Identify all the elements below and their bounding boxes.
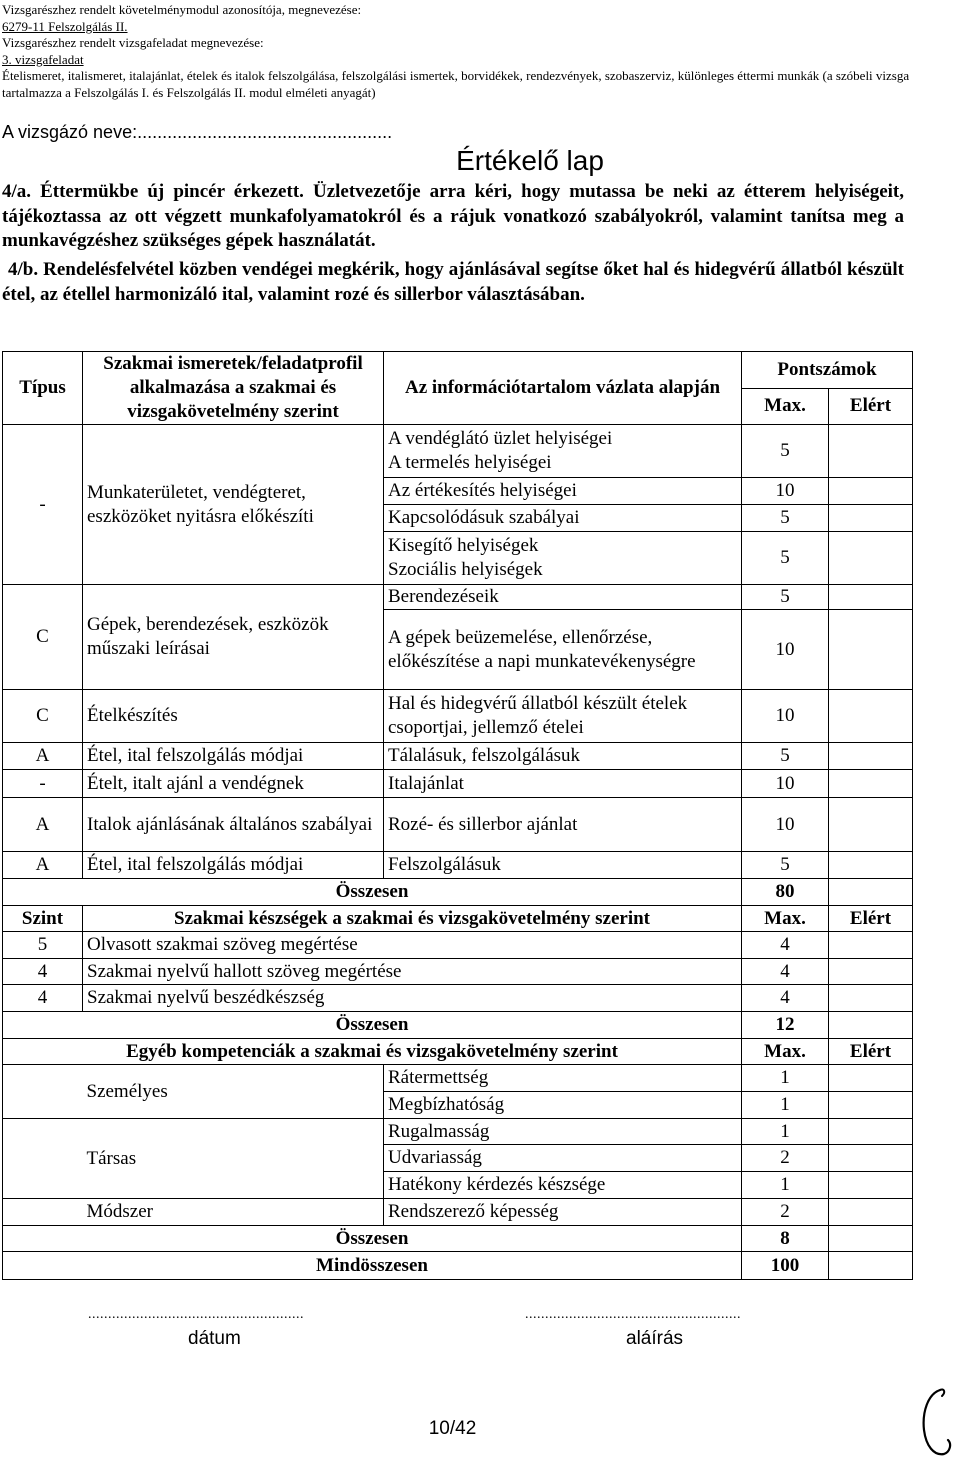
- achieved-cell[interactable]: [829, 610, 913, 690]
- header-max: Max.: [742, 388, 829, 425]
- table-row: [3, 425, 913, 478]
- header-profile: Szakmai ismeretek/feladatprofil alkalmazása a szakmai és vizsgakövetelmény szerint: [83, 352, 384, 425]
- level-cell: 4: [3, 985, 83, 1012]
- document-header: [2, 2, 952, 101]
- max-cell: 5: [742, 852, 829, 879]
- section-header-row: [3, 906, 913, 932]
- achieved-cell[interactable]: [829, 478, 913, 505]
- skill-cell: Olvasott szakmai szöveg megértése: [83, 932, 742, 959]
- profile-cell: Munkaterületet, vendégteret, eszközöket nyitásra előkészíti: [83, 425, 384, 585]
- total-achieved[interactable]: [829, 1226, 913, 1252]
- task-4a: 4/a. Éttermükbe új pincér érkezett. Üzletvezetője arra kéri, hogy mutassa be neki az étterem helyiségeit, tájékoztassa az ott végzett munkafolyamatokról és a rájuk vonatkozó szabályokról, valamint tanítsa meg a munkavégzéshez szükséges gépek használatát.: [2, 181, 904, 251]
- info-cell: Kisegítő helyiségek Szociális helyiségek: [384, 532, 742, 585]
- type-cell: -: [3, 770, 83, 798]
- max-cell: 5: [742, 585, 829, 610]
- info-cell: Az értékesítés helyiségei: [384, 478, 742, 505]
- competency-cell: Rátermettség: [384, 1065, 742, 1092]
- achieved-cell[interactable]: [829, 425, 913, 478]
- level-cell: 5: [3, 932, 83, 959]
- max-cell: 1: [742, 1119, 829, 1145]
- grand-total-row: [3, 1252, 913, 1280]
- total-max: 80: [742, 879, 829, 906]
- competency-group: Személyes: [83, 1065, 384, 1119]
- info-cell: Kapcsolódásuk szabályai: [384, 505, 742, 532]
- max-cell: 1: [742, 1172, 829, 1199]
- max-cell: 10: [742, 610, 829, 690]
- max-cell: 5: [742, 743, 829, 770]
- blank-cell: [3, 1119, 83, 1199]
- competency-cell: Megbízhatóság: [384, 1092, 742, 1119]
- achieved-cell[interactable]: [829, 959, 913, 985]
- task-number: 3. vizsgafeladat: [2, 51, 84, 67]
- max-cell: 10: [742, 770, 829, 798]
- achieved-cell[interactable]: [829, 770, 913, 798]
- competency-cell: Hatékony kérdezés készsége: [384, 1172, 742, 1199]
- max-cell: 2: [742, 1199, 829, 1226]
- evaluation-table: [2, 351, 913, 1280]
- max-cell: 1: [742, 1065, 829, 1092]
- achieved-cell[interactable]: [829, 985, 913, 1012]
- header-level: Szint: [3, 906, 83, 932]
- total-max: 12: [742, 1012, 829, 1039]
- table-row: [3, 743, 913, 770]
- achieved-cell[interactable]: [829, 1145, 913, 1172]
- total-row: [3, 1226, 913, 1252]
- achieved-cell[interactable]: [829, 532, 913, 585]
- table-row: [3, 798, 913, 852]
- table-row: [3, 1199, 913, 1226]
- type-cell: C: [3, 585, 83, 690]
- info-cell: Berendezéseik: [384, 585, 742, 610]
- competency-cell: Udvariasság: [384, 1145, 742, 1172]
- table-row: [3, 770, 913, 798]
- date-label: dátum: [188, 1328, 241, 1349]
- achieved-cell[interactable]: [829, 798, 913, 852]
- achieved-cell[interactable]: [829, 932, 913, 959]
- header-competencies: Egyéb kompetenciák a szakmai és vizsgakövetelmény szerint: [3, 1039, 742, 1065]
- info-cell: A gépek beüzemelése, ellenőrzése, előkészítése a napi munkatevékenységre: [384, 610, 742, 690]
- total-row: [3, 879, 913, 906]
- achieved-cell[interactable]: [829, 1092, 913, 1119]
- max-cell: 5: [742, 532, 829, 585]
- blank-cell: [3, 1199, 83, 1226]
- grand-total-achieved[interactable]: [829, 1252, 913, 1280]
- module-name: 6279-11 Felszolgálás II.: [2, 18, 128, 34]
- date-line: ......................................................: [88, 1307, 304, 1322]
- competency-cell: Rendszerező képesség: [384, 1199, 742, 1226]
- header-points: Pontszámok: [742, 352, 913, 389]
- info-cell: Rozé- és sillerbor ajánlat: [384, 798, 742, 852]
- type-cell: A: [3, 852, 83, 879]
- signature-line: ......................................................: [525, 1307, 741, 1322]
- competency-group: Módszer: [83, 1199, 384, 1226]
- skill-cell: Szakmai nyelvű beszédkészség: [83, 985, 742, 1012]
- max-cell: 4: [742, 985, 829, 1012]
- max-cell: 10: [742, 478, 829, 505]
- info-cell: A vendéglátó üzlet helyiségei A termelés helyiségei: [384, 425, 742, 478]
- profile-cell: Ételt, italt ajánl a vendégnek: [83, 770, 384, 798]
- achieved-cell[interactable]: [829, 690, 913, 743]
- table-row: [3, 690, 913, 743]
- header-outline: Az információtartalom vázlata alapján: [384, 352, 742, 425]
- max-cell: 5: [742, 425, 829, 478]
- task-description: Ételismeret, italismeret, italajánlat, ételek és italok felszolgálása, felszolgálási ismertek, borvidékek, rendezvények, szobaszerviz, különleges éttermi munkák (a szóbeli vizsga tartalmazza a Felszolgálás I. és Felszolgálás II. modul elméleti anyagát): [2, 68, 910, 100]
- achieved-cell[interactable]: [829, 1065, 913, 1092]
- examinee-name-field: A vizsgázó neve:...................................................: [2, 122, 393, 142]
- header-achieved: Elért: [829, 1039, 913, 1065]
- profile-cell: Étel, ital felszolgálás módjai: [83, 743, 384, 770]
- grand-total-max: 100: [742, 1252, 829, 1280]
- profile-cell: Ételkészítés: [83, 690, 384, 743]
- task-label: Vizsgarészhez rendelt vizsgafeladat megnevezése:: [2, 35, 264, 50]
- achieved-cell[interactable]: [829, 743, 913, 770]
- header-achieved: Elért: [829, 388, 913, 425]
- total-label: Összesen: [3, 1226, 742, 1252]
- table-row: [3, 1119, 913, 1145]
- type-cell: A: [3, 743, 83, 770]
- page-title: Értékelő lap: [456, 145, 604, 176]
- achieved-cell[interactable]: [829, 1199, 913, 1226]
- handwritten-signature: [918, 1384, 958, 1459]
- table-row: [3, 985, 913, 1012]
- header-type: Típus: [3, 352, 83, 425]
- profile-cell: Italok ajánlásának általános szabályai: [83, 798, 384, 852]
- info-cell: Felszolgálásuk: [384, 852, 742, 879]
- achieved-cell[interactable]: [829, 585, 913, 610]
- total-max: 8: [742, 1226, 829, 1252]
- max-cell: 1: [742, 1092, 829, 1119]
- skill-cell: Szakmai nyelvű hallott szöveg megértése: [83, 959, 742, 985]
- info-cell: Italajánlat: [384, 770, 742, 798]
- max-cell: 4: [742, 959, 829, 985]
- task-4b: 4/b. Rendelésfelvétel közben vendégei megkérik, hogy ajánlásával segítse őket hal és hidegvérű állatból készült étel, az étellel harmonizáló ital, valamint rozé és sillerbor választásában.: [2, 259, 904, 305]
- total-label: Összesen: [3, 1012, 742, 1039]
- achieved-cell[interactable]: [829, 1172, 913, 1199]
- module-label: Vizsgarészhez rendelt követelménymodul azonosítója, megnevezése:: [2, 2, 362, 17]
- type-cell: -: [3, 425, 83, 585]
- table-row: [3, 932, 913, 959]
- level-cell: 4: [3, 959, 83, 985]
- type-cell: A: [3, 798, 83, 852]
- table-row: [3, 1065, 913, 1092]
- section-header-row: [3, 1039, 913, 1065]
- table-row: [3, 585, 913, 610]
- total-label: Összesen: [3, 879, 742, 906]
- max-cell: 5: [742, 505, 829, 532]
- signature-label: aláírás: [626, 1328, 684, 1349]
- achieved-cell[interactable]: [829, 1119, 913, 1145]
- info-cell: Hal és hidegvérű állatból készült ételek csoportjai, jellemző ételei: [384, 690, 742, 743]
- competency-group: Társas: [83, 1119, 384, 1199]
- blank-cell: [3, 1065, 83, 1119]
- type-cell: C: [3, 690, 83, 743]
- achieved-cell[interactable]: [829, 852, 913, 879]
- competency-cell: Rugalmasság: [384, 1119, 742, 1145]
- grand-total-label: Mindösszesen: [3, 1252, 742, 1280]
- max-cell: 4: [742, 932, 829, 959]
- max-cell: 10: [742, 798, 829, 852]
- total-achieved[interactable]: [829, 1012, 913, 1039]
- page-number: 10/42: [428, 1418, 477, 1439]
- achieved-cell[interactable]: [829, 505, 913, 532]
- header-skills: Szakmai készségek a szakmai és vizsgakövetelmény szerint: [83, 906, 742, 932]
- total-achieved[interactable]: [829, 879, 913, 906]
- max-cell: 2: [742, 1145, 829, 1172]
- profile-cell: Gépek, berendezések, eszközök műszaki leírásai: [83, 585, 384, 690]
- info-cell: Tálalásuk, felszolgálásuk: [384, 743, 742, 770]
- max-cell: 10: [742, 690, 829, 743]
- table-row: [3, 852, 913, 879]
- total-row: [3, 1012, 913, 1039]
- header-max: Max.: [742, 1039, 829, 1065]
- table-row: [3, 959, 913, 985]
- header-max: Max.: [742, 906, 829, 932]
- header-achieved: Elért: [829, 906, 913, 932]
- profile-cell: Étel, ital felszolgálás módjai: [83, 852, 384, 879]
